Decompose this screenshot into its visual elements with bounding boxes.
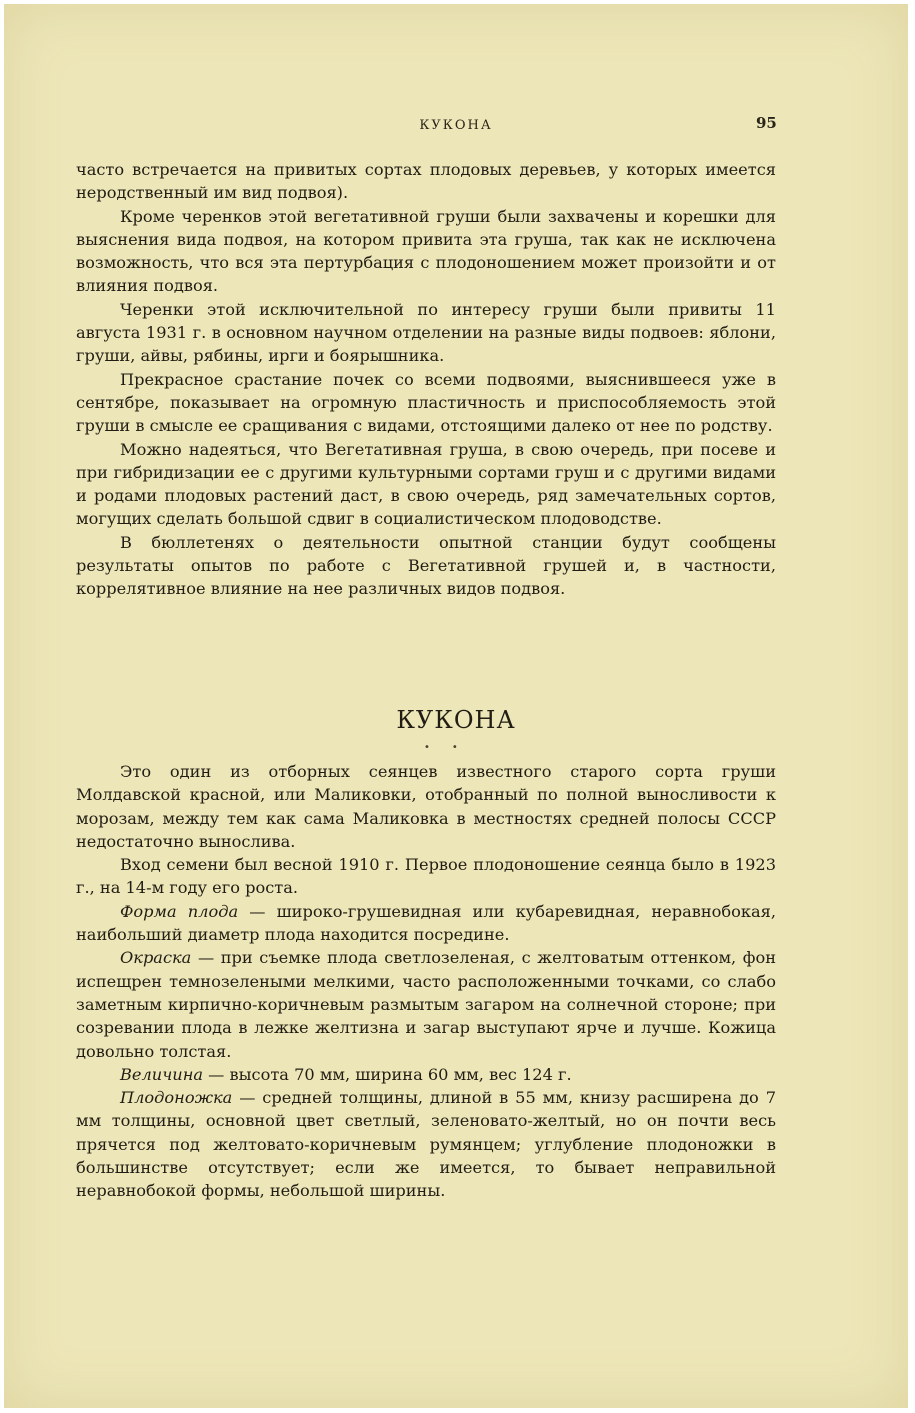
paragraph-size bbox=[76, 1063, 776, 1086]
section-vegetative-pear-continued bbox=[76, 158, 776, 601]
book-page bbox=[4, 4, 908, 1408]
term-text: — средней толщины, длиной в 55 мм, книзу расширена до 7 мм толщины, основной цвет светлый, зеленовато-желтый, но он почти весь прячется под желтовато-коричневым румянцем; углубление плодоножки в большинстве отсутствует; если же имеется, то бывает неправильной неравнобокой формы, небольшой ширины. bbox=[76, 1088, 776, 1201]
paragraph: Можно надеяться, что Вегетативная груша, в свою очередь, при посеве и при гибридизации ее с другими культурными сортами груш и с другими видами и родами плодовых растений даст, в свою очередь, ряд замечательных сортов, могущих сделать большой сдвиг в социалистическом плодоводстве. bbox=[76, 439, 776, 529]
paragraph: В бюллетенях о деятельности опытной станции будут сообщены результаты опытов по работе с Вегетативной грушей и, в частности, коррелятивное влияние на нее различных видов подвоя. bbox=[76, 532, 776, 599]
term-label: Окраска bbox=[120, 948, 192, 968]
running-title: КУКОНА bbox=[419, 118, 493, 133]
term-text: — высота 70 мм, ширина 60 мм, вес 124 г. bbox=[203, 1064, 572, 1084]
paragraph: Это один из отборных сеянцев известного старого сорта груши Молдавской красной, или Маликовки, отобранный по полной выносливости к морозам, между тем как сама Маликовка в местностях средней полосы СССР недостаточно вынослива. bbox=[76, 762, 776, 851]
paragraph-stalk bbox=[76, 1086, 776, 1202]
term-text: — при съемке плода светлозеленая, с желтоватым оттенком, фон испещрен темнозелеными мелкими, часто расположенными точками, со слабо заметным кирпично-коричневым размытым загаром на солнечной стороне; при созревании плода в лежке желтизна и загар выступают ярче и лучше. Кожица довольно толстая. bbox=[76, 948, 776, 1061]
paragraph: Вход семени был весной 1910 г. Первое плодоношение сеянца было в 1923 г., на 14-м году его роста. bbox=[76, 855, 776, 898]
paragraph: часто встречается на привитых сортах плодовых деревьев, у которых имеется неродственный им вид подвоя). bbox=[76, 160, 776, 203]
paragraph: Черенки этой исключительной по интересу груши были привиты 11 августа 1931 г. в основном научном отделении на разные виды подвоев: яблони, груши, айвы, рябины, ирги и боярышника. bbox=[76, 299, 776, 366]
term-text: — широко-грушевидная или кубаревидная, неравнобокая, наибольший диаметр плода находится посредине. bbox=[76, 901, 776, 945]
term-label: Форма плода bbox=[120, 901, 239, 921]
section-kukona bbox=[76, 760, 776, 1203]
paragraph-fruit-shape bbox=[76, 900, 776, 947]
paragraph-coloring bbox=[76, 946, 776, 1062]
term-label: Величина bbox=[120, 1064, 204, 1084]
title-ornament: •• bbox=[424, 742, 480, 753]
paragraph: Прекрасное срастание почек со всеми подвоями, выяснившееся уже в сентябре, показывает на огромную пластичность и приспособляемость этой груши в смысле ее сращивания с видами, отстоящими далеко от нее по родству. bbox=[76, 369, 776, 436]
term-label: Плодоножка bbox=[120, 1088, 233, 1108]
section-title: КУКОНА bbox=[396, 706, 516, 734]
page-number: 95 bbox=[756, 114, 777, 132]
paragraph: Кроме черенков этой вегетативной груши были захвачены и корешки для выяснения вида подвоя, на котором привита эта груша, так как не исключена возможность, что вся эта пертурбация с плодоношением может произойти и от влияния подвоя. bbox=[76, 206, 776, 296]
